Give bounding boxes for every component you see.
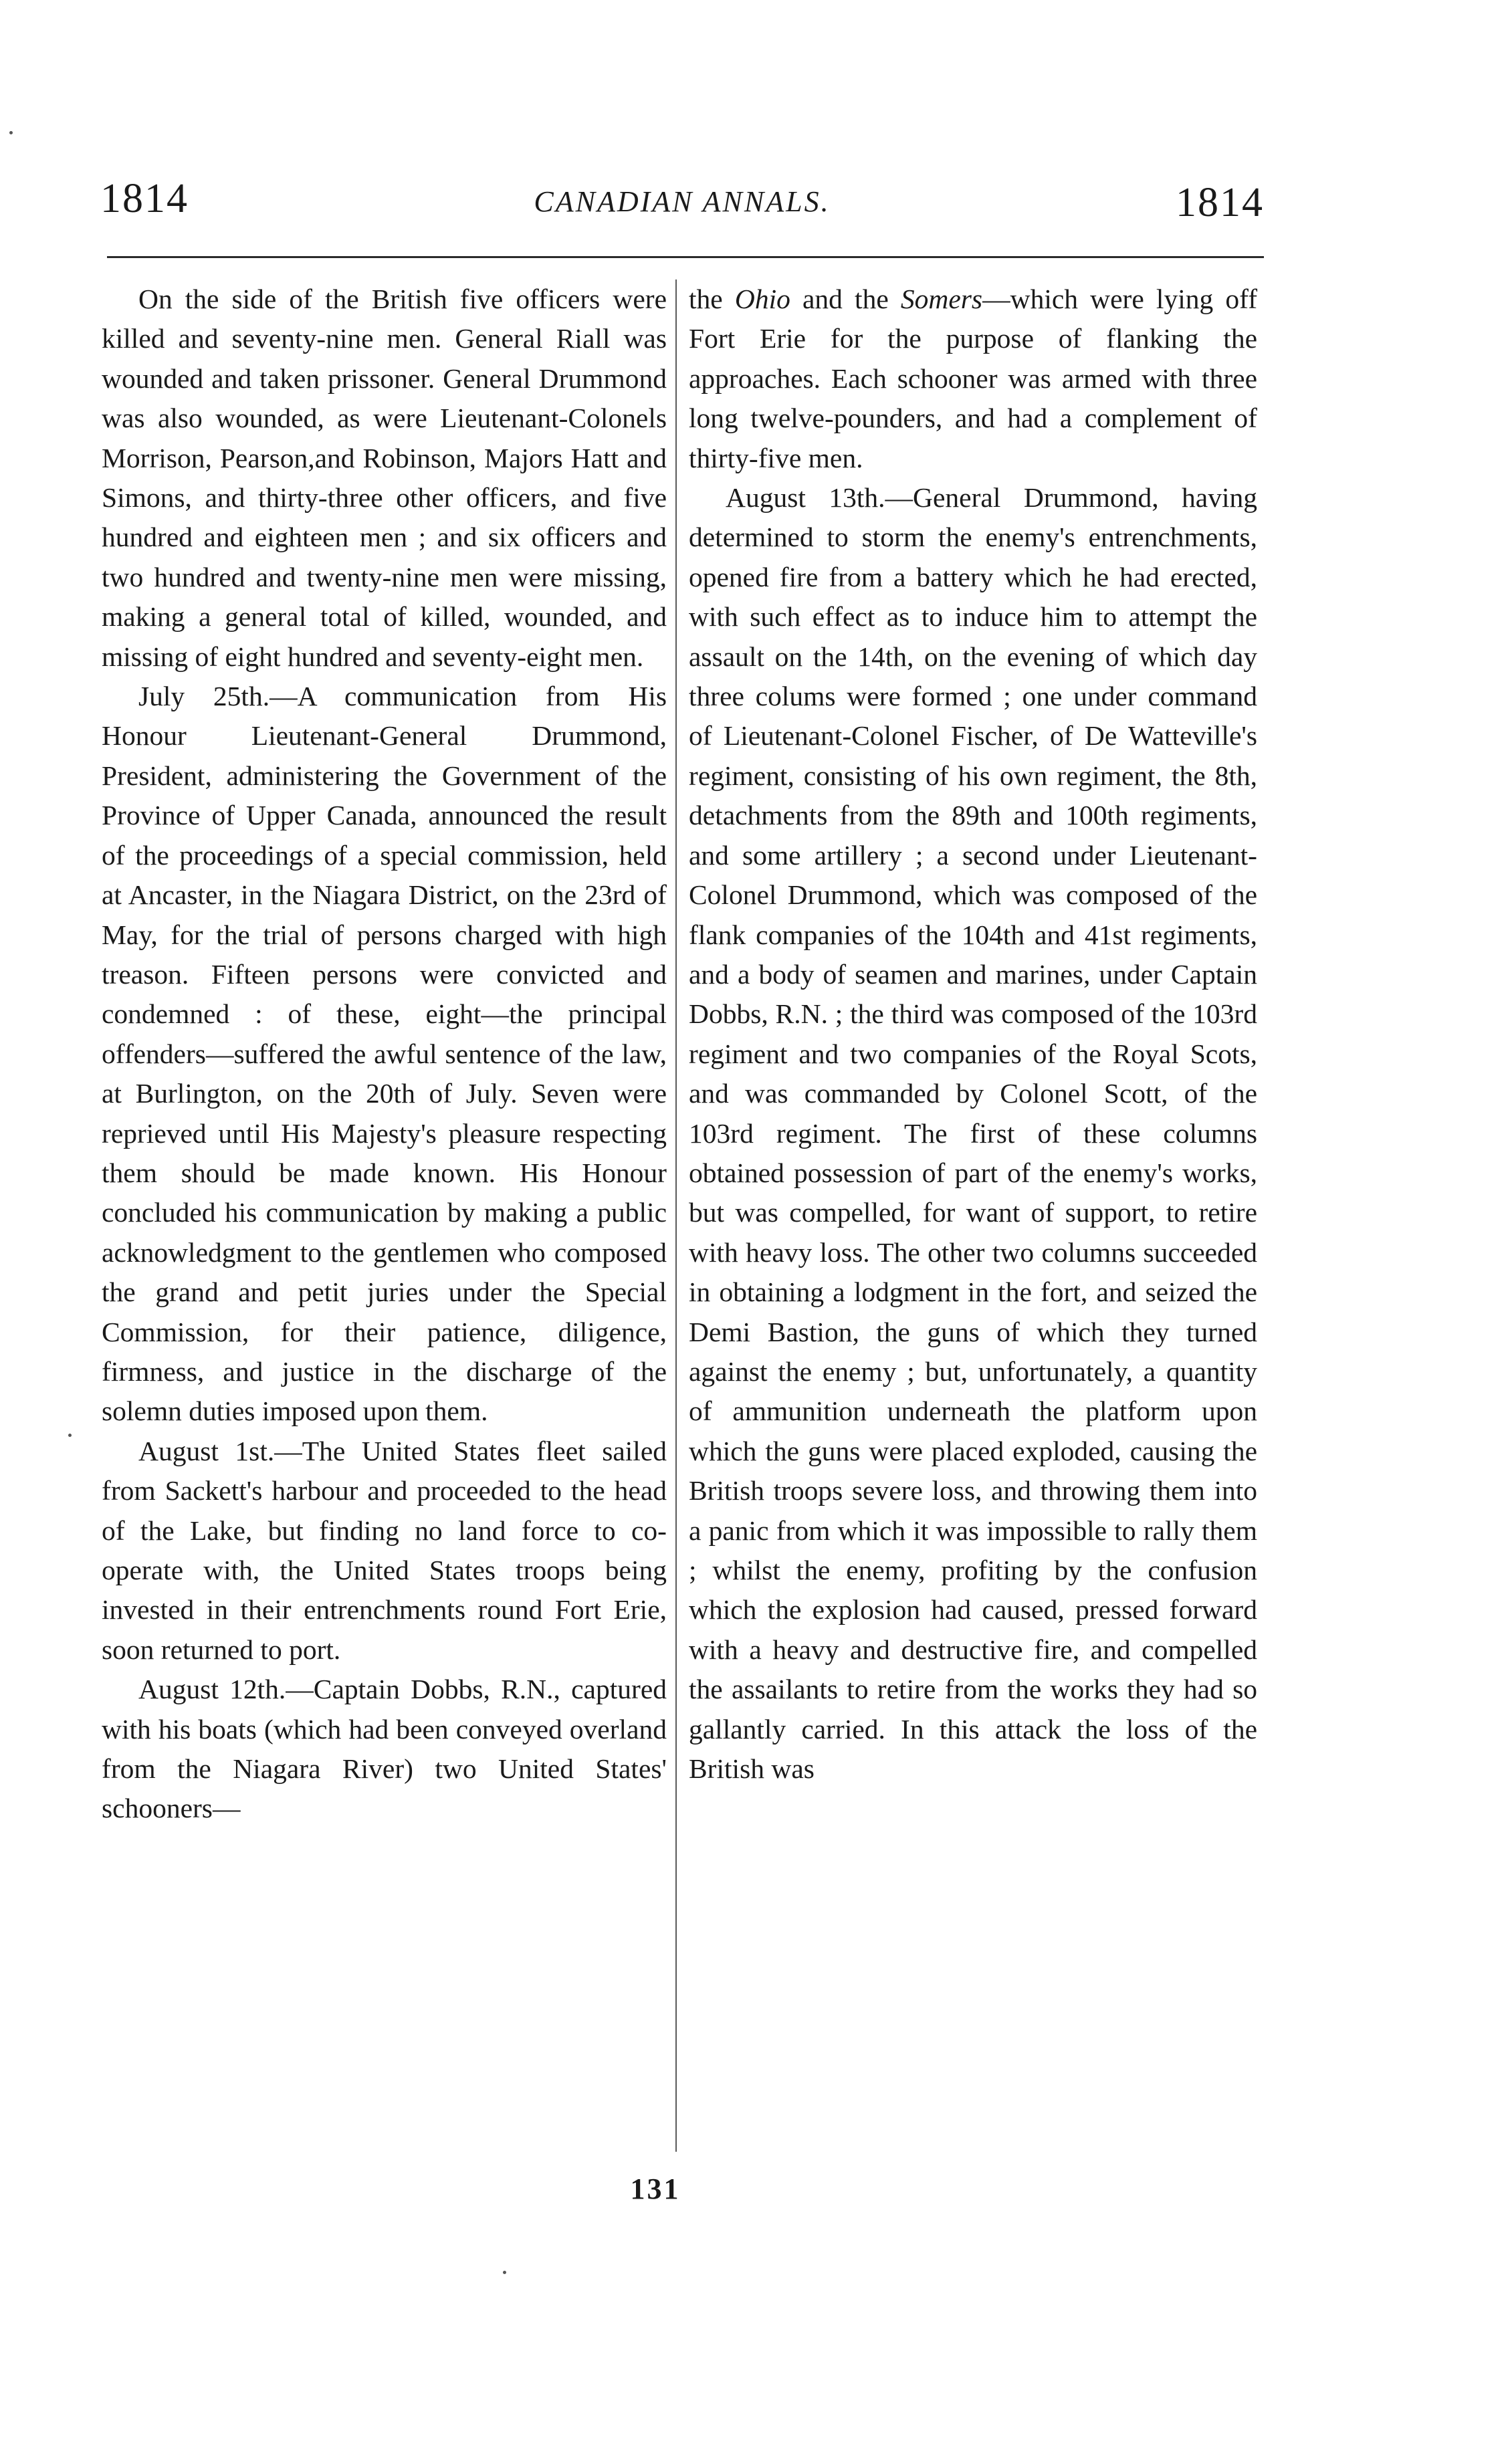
continuation-start: the [689, 284, 735, 314]
right-column [689, 279, 1257, 1789]
header-year-right: 1814 [1176, 180, 1264, 225]
left-column [102, 279, 667, 1829]
running-head [100, 175, 1264, 229]
running-title: CANADIAN ANNALS. [534, 185, 831, 218]
header-rule [107, 256, 1264, 258]
continuation-end: —which were lying off Fort Erie for the purpose of flanking the approaches. Each schooner was armed with three long twelve-pounders, and had a complement of thirty-five men. [689, 284, 1258, 473]
print-speck [9, 131, 13, 134]
ship-name-ohio: Ohio [734, 284, 790, 314]
paragraph-august-1: August 1st.—The United States fleet sailed from Sackett's harbour and proceeded to the head of the Lake, but finding no land force to co-operate with, the United States troops being invested in their entrenchments round Fort Erie, soon returned to port. [102, 1435, 667, 1665]
ship-name-somers: Somers [900, 284, 983, 314]
column-divider [675, 279, 677, 2152]
paragraph-july-25: July 25th.—A communication from His Honour Lieutenant-General Drummond, President, administering the Government of the Province of Upper Canada, announced the result of the proceedings of a special commission, held at Ancaster, in the Niagara District, on the 23rd of May, for the trial of persons charged with high treason. Fifteen persons were convicted and condemned : of these, eight—the principal offenders—suffered the awful sentence of the law, at Burlington, on the 20th of July. Seven were reprieved until His Majesty's pleasure respecting them should be made known. His Honour concluded his communication by making a public acknowledgment to the gentlemen who composed the grand and petit juries under the Special Commission, for their patience, diligence, firmness, and justice in the discharge of the solemn duties imposed upon them. [102, 681, 667, 1427]
print-speck [68, 1434, 72, 1437]
paragraph-august-12: August 12th.—Captain Dobbs, R.N., captured with his boats (which had been conveyed overland from the Niagara River) two United States' schooners— [102, 1674, 667, 1824]
print-speck [503, 2271, 506, 2274]
continuation-middle: and the [790, 284, 901, 314]
paragraph-casualties: On the side of the British five officers were killed and seventy-nine men. General Riall was wounded and taken prissoner. General Drummond was also wounded, as were Lieutenant-Colonels Morrison, Pearson,and Robinson, Majors Hatt and Simons, and thirty-three other officers, and five hundred and eighteen men ; and six officers and two hundred and twenty-nine men were missing, making a general total of killed, wounded, and missing of eight hundred and seventy-eight men. [102, 284, 667, 672]
page-number: 131 [630, 2172, 681, 2205]
header-year-left: 1814 [100, 176, 189, 221]
paragraph-continuation [689, 279, 1257, 478]
paragraph-august-13: August 13th.—General Drummond, having determined to storm the enemy's entrenchments, opened fire from a battery which he had erected, with such effect as to induce him to attempt the assault on the 14th, on the evening of which day three colums were formed ; one under command of Lieutenant-Colonel Fischer, of De Watteville's regiment, consisting of his own regiment, the 8th, detachments from the 89th and 100th regiments, and some artillery ; a second under Lieutenant-Colonel Drummond, which was composed of the flank companies of the 104th and 41st regiments, and a body of seamen and marines, under Captain Dobbs, R.N. ; the third was composed of the 103rd regiment and two companies of the Royal Scots, and was commanded by Colonel Scott, of the 103rd regiment. The first of these columns obtained possession of part of the enemy's works, but was compelled, for want of support, to retire with heavy loss. The other two columns succeeded in obtaining a lodgment in the fort, and seized the Demi Bastion, the guns of which they turned against the enemy ; but, unfortunately, a quantity of ammunition underneath the platform upon which the guns were placed exploded, causing the British troops severe loss, and throwing them into a panic from which it was impossible to rally them ; whilst the enemy, profiting by the confusion which the explosion had caused, pressed forward with a heavy and destructive fire, and compelled the assailants to retire from the works they had so gallantly carried. In this attack the loss of the British was [689, 482, 1257, 1785]
